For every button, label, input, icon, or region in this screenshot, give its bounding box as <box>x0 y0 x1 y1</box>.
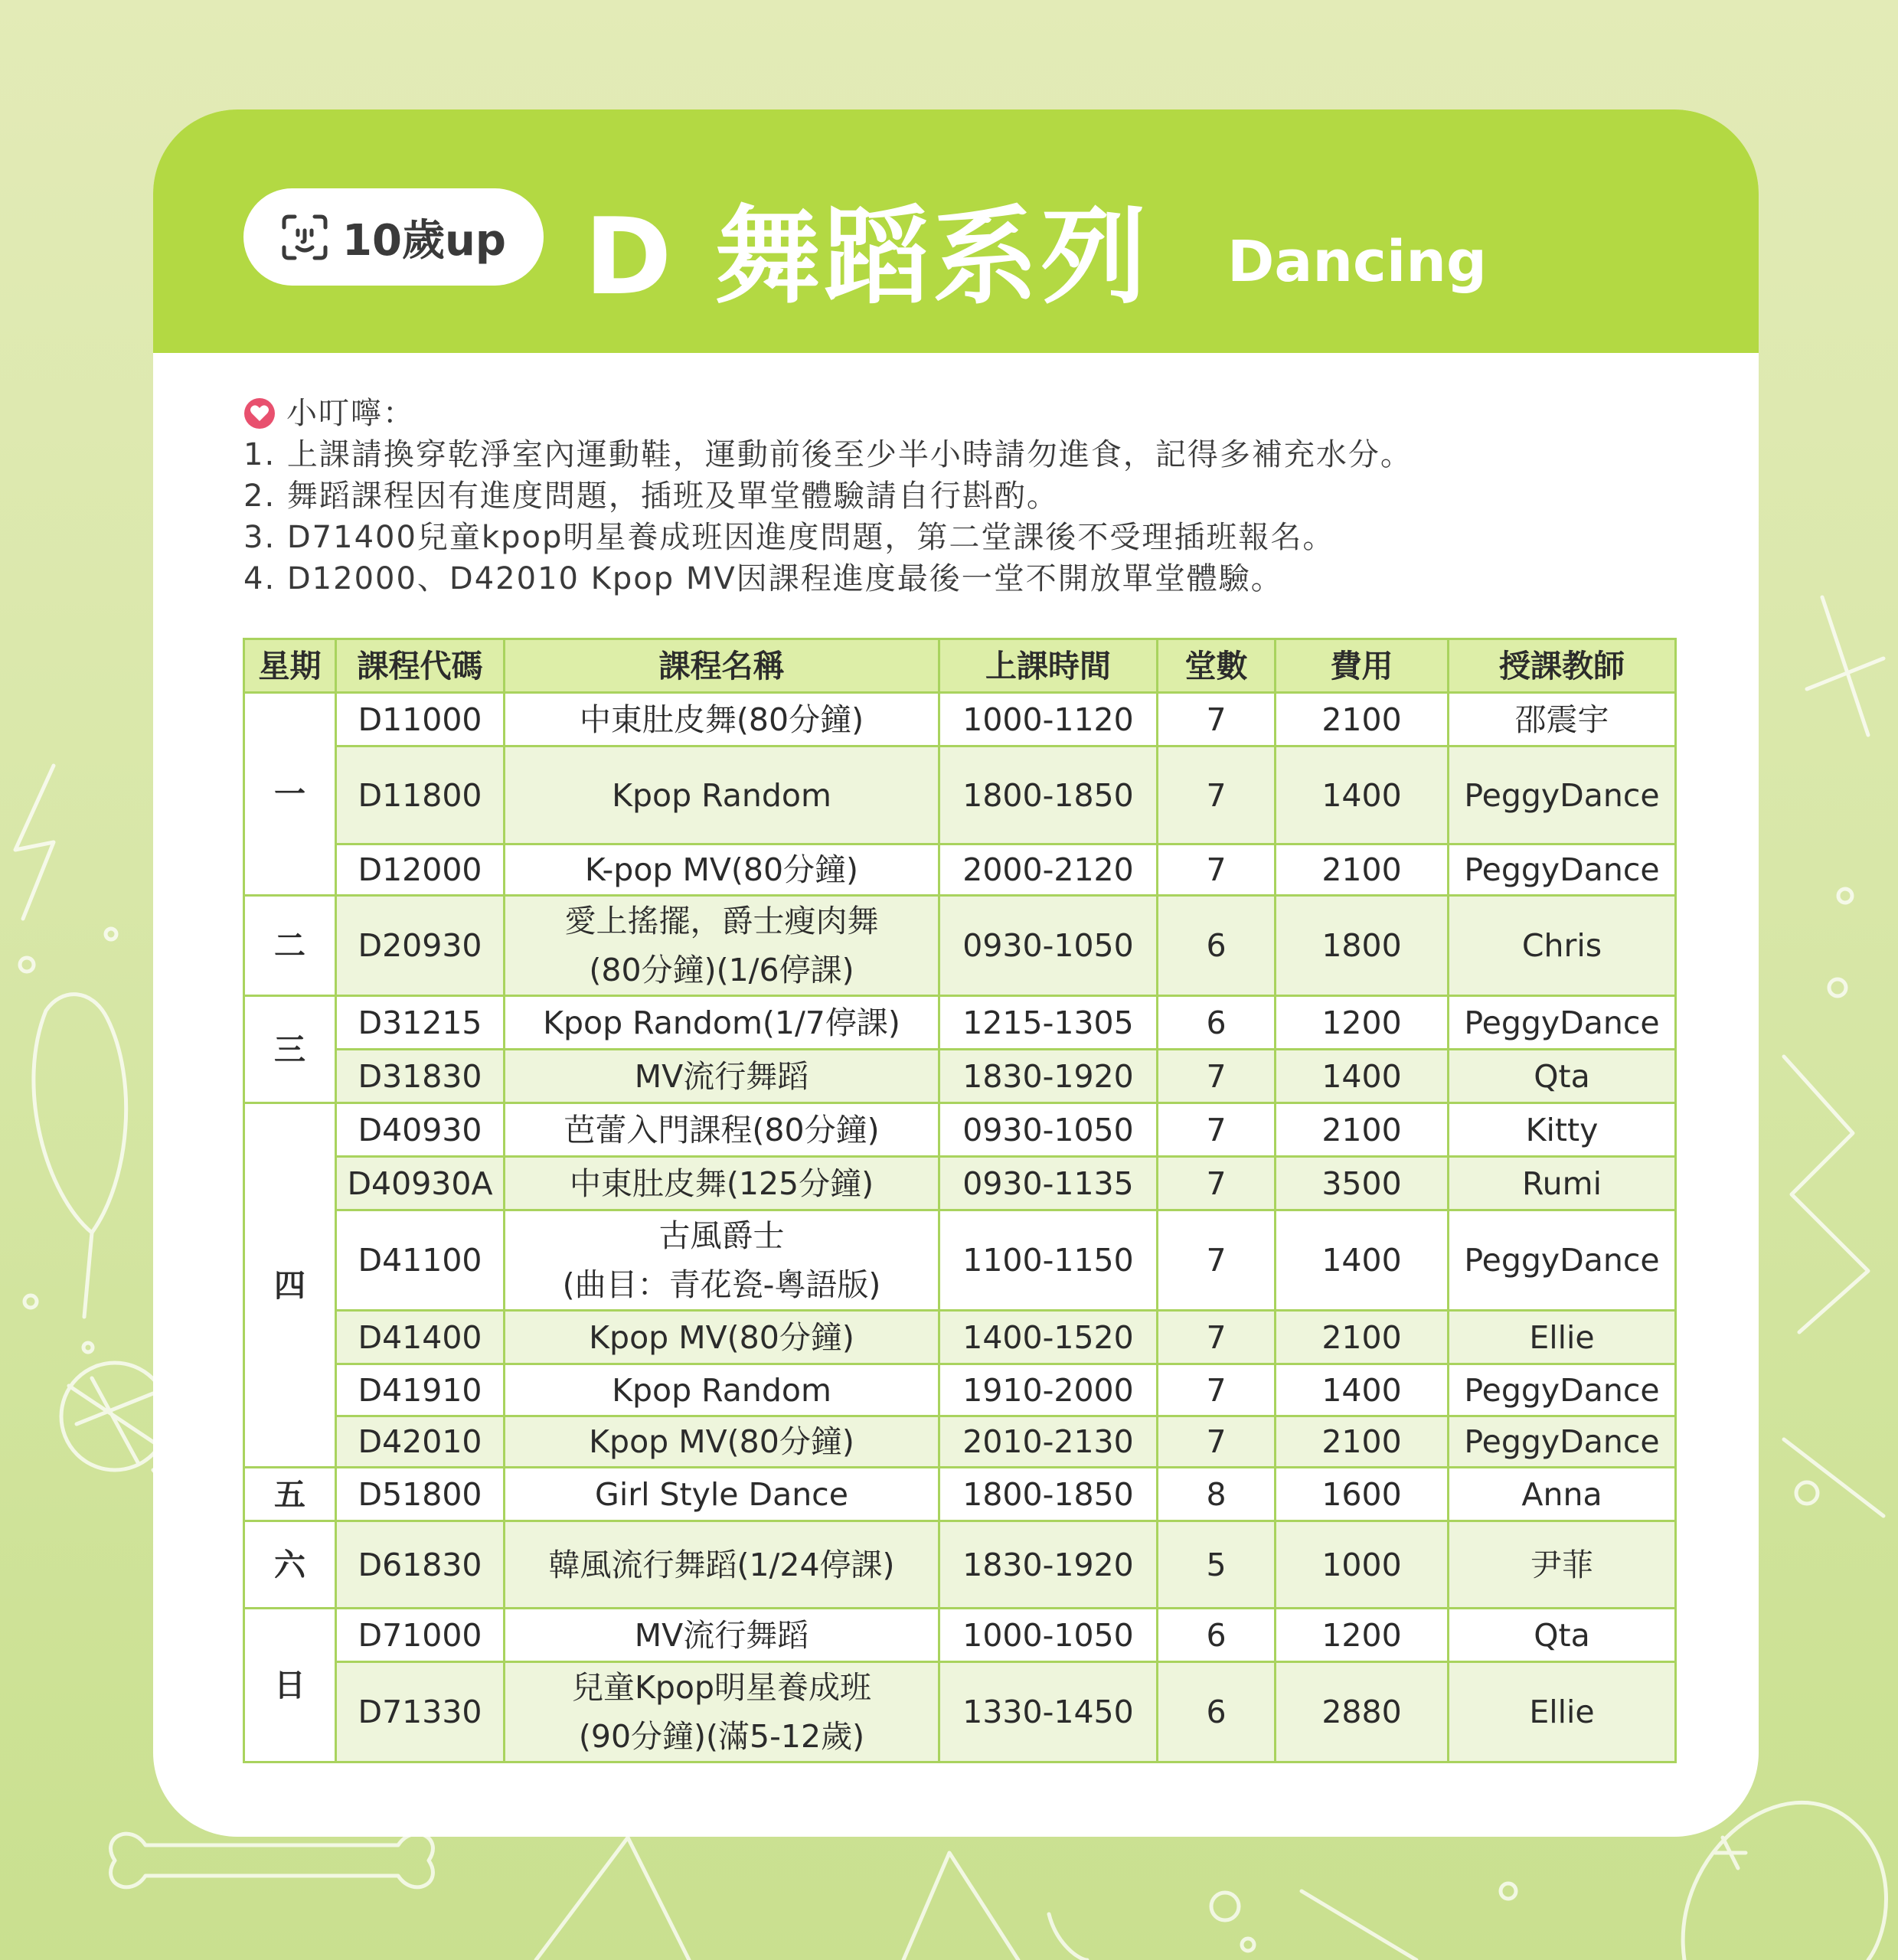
fee-cell: 1000 <box>1276 1521 1449 1609</box>
table-row <box>244 1311 1676 1364</box>
page-title: D 舞蹈系列 <box>584 195 1150 318</box>
face-icon <box>281 214 328 261</box>
sessions-cell: 7 <box>1158 1210 1276 1311</box>
time-cell: 1830-1920 <box>939 1521 1158 1609</box>
table-header-row <box>244 639 1676 693</box>
notes-header <box>243 393 1413 434</box>
fee-cell: 2100 <box>1276 1416 1449 1468</box>
course-name-cell: 韓風流行舞蹈(1/24停課) <box>505 1521 939 1609</box>
day-cell: 二 <box>244 896 336 996</box>
fee-cell: 1600 <box>1276 1468 1449 1521</box>
time-cell: 0930-1050 <box>939 896 1158 996</box>
sessions-cell: 7 <box>1158 844 1276 896</box>
col-header-teacher: 授課教師 <box>1449 639 1676 693</box>
table-row <box>244 1157 1676 1210</box>
course-name-cell: Kpop Random(1/7停課) <box>505 996 939 1050</box>
time-cell: 0930-1135 <box>939 1157 1158 1210</box>
notes-heading: 小叮嚀： <box>286 396 415 431</box>
day-cell: 日 <box>244 1609 336 1762</box>
teacher-cell: Qta <box>1449 1050 1676 1103</box>
table-row <box>244 693 1676 746</box>
col-header-name: 課程名稱 <box>505 639 939 693</box>
leaf-doodle <box>34 995 126 1233</box>
table-row <box>244 746 1676 844</box>
day-cell: 五 <box>244 1468 336 1521</box>
code-cell: D71330 <box>336 1662 505 1762</box>
bone-doodle <box>111 1834 433 1887</box>
sessions-cell: 6 <box>1158 896 1276 996</box>
table-row <box>244 1609 1676 1662</box>
course-name-cell: K-pop MV(80分鐘) <box>505 844 939 896</box>
teacher-cell: Chris <box>1449 896 1676 996</box>
sessions-cell: 7 <box>1158 746 1276 844</box>
time-cell: 1000-1050 <box>939 1609 1158 1662</box>
code-cell: D31215 <box>336 996 505 1050</box>
sessions-cell: 5 <box>1158 1521 1276 1609</box>
course-name-cell: MV流行舞蹈 <box>505 1050 939 1103</box>
code-cell: D42010 <box>336 1416 505 1468</box>
sessions-cell: 6 <box>1158 996 1276 1050</box>
teacher-cell: 邵震宇 <box>1449 693 1676 746</box>
page-subtitle: Dancing <box>1227 229 1487 295</box>
table-row <box>244 1468 1676 1521</box>
col-header-time: 上課時間 <box>939 639 1158 693</box>
teacher-cell: Ellie <box>1449 1662 1676 1762</box>
sessions-cell: 7 <box>1158 1311 1276 1364</box>
course-name-cell: 古風爵士 (曲目：青花瓷-粵語版) <box>505 1210 939 1311</box>
code-cell: D71000 <box>336 1609 505 1662</box>
teacher-cell: PeggyDance <box>1449 1210 1676 1311</box>
code-cell: D51800 <box>336 1468 505 1521</box>
course-name-cell: 愛上搖擺，爵士瘦肉舞 (80分鐘)(1/6停課) <box>505 896 939 996</box>
fee-cell: 1800 <box>1276 896 1449 996</box>
sessions-cell: 7 <box>1158 1416 1276 1468</box>
code-cell: D41100 <box>336 1210 505 1311</box>
table-row <box>244 1662 1676 1762</box>
note-item: 4. D12000、D42010 Kpop MV因課程進度最後一堂不開放單堂體驗。 <box>243 561 1283 596</box>
time-cell: 1830-1920 <box>939 1050 1158 1103</box>
course-name-cell: 兒童Kpop明星養成班 (90分鐘)(滿5-12歲) <box>505 1662 939 1762</box>
table-row <box>244 1103 1676 1157</box>
note-item: 3. D71400兒童kpop明星養成班因進度問題，第二堂課後不受理插班報名。 <box>243 520 1335 555</box>
time-cell: 2010-2130 <box>939 1416 1158 1468</box>
course-name-cell: 中東肚皮舞(125分鐘) <box>505 1157 939 1210</box>
course-name-cell: Kpop Random <box>505 746 939 844</box>
course-table <box>243 638 1677 1763</box>
course-name-cell: Kpop MV(80分鐘) <box>505 1416 939 1468</box>
table-row <box>244 1210 1676 1311</box>
code-cell: D61830 <box>336 1521 505 1609</box>
age-label: 10歲up <box>342 215 506 266</box>
day-cell: 三 <box>244 996 336 1103</box>
fee-cell: 1400 <box>1276 1364 1449 1416</box>
time-cell: 2000-2120 <box>939 844 1158 896</box>
notes-section <box>243 393 1413 599</box>
code-cell: D40930 <box>336 1103 505 1157</box>
table-row <box>244 1521 1676 1609</box>
teacher-cell: 尹菲 <box>1449 1521 1676 1609</box>
fee-cell: 2100 <box>1276 693 1449 746</box>
teacher-cell: Anna <box>1449 1468 1676 1521</box>
fee-cell: 2100 <box>1276 1311 1449 1364</box>
teacher-cell: Kitty <box>1449 1103 1676 1157</box>
sessions-cell: 7 <box>1158 693 1276 746</box>
teacher-cell: PeggyDance <box>1449 844 1676 896</box>
table-row <box>244 896 1676 996</box>
sessions-cell: 7 <box>1158 1103 1276 1157</box>
time-cell: 1000-1120 <box>939 693 1158 746</box>
teacher-cell: Rumi <box>1449 1157 1676 1210</box>
heart-icon <box>243 397 276 430</box>
course-name-cell: 中東肚皮舞(80分鐘) <box>505 693 939 746</box>
code-cell: D31830 <box>336 1050 505 1103</box>
teacher-cell: PeggyDance <box>1449 1364 1676 1416</box>
col-header-day: 星期 <box>244 639 336 693</box>
sparkle-doodle <box>1807 597 1883 735</box>
time-cell: 1330-1450 <box>939 1662 1158 1762</box>
time-cell: 1400-1520 <box>939 1311 1158 1364</box>
schedule-card <box>153 109 1759 1837</box>
col-header-sessions: 堂數 <box>1158 639 1276 693</box>
fee-cell: 2100 <box>1276 844 1449 896</box>
time-cell: 0930-1050 <box>939 1103 1158 1157</box>
age-badge <box>243 188 544 286</box>
note-item: 2. 舞蹈課程因有進度問題，插班及單堂體驗請自行斟酌。 <box>243 479 1059 514</box>
title-banner <box>153 109 1759 353</box>
time-cell: 1800-1850 <box>939 1468 1158 1521</box>
code-cell: D41910 <box>336 1364 505 1416</box>
fee-cell: 1400 <box>1276 1210 1449 1311</box>
teacher-cell: PeggyDance <box>1449 746 1676 844</box>
course-name-cell: Girl Style Dance <box>505 1468 939 1521</box>
course-name-cell: Kpop MV(80分鐘) <box>505 1311 939 1364</box>
fee-cell: 1200 <box>1276 996 1449 1050</box>
code-cell: D11000 <box>336 693 505 746</box>
sessions-cell: 7 <box>1158 1050 1276 1103</box>
table-row <box>244 1050 1676 1103</box>
fee-cell: 2880 <box>1276 1662 1449 1762</box>
teacher-cell: Ellie <box>1449 1311 1676 1364</box>
course-name-cell: Kpop Random <box>505 1364 939 1416</box>
teacher-cell: PeggyDance <box>1449 996 1676 1050</box>
fee-cell: 1200 <box>1276 1609 1449 1662</box>
table-row <box>244 1364 1676 1416</box>
time-cell: 1215-1305 <box>939 996 1158 1050</box>
code-cell: D20930 <box>336 896 505 996</box>
teacher-cell: PeggyDance <box>1449 1416 1676 1468</box>
teacher-cell: Qta <box>1449 1609 1676 1662</box>
day-cell: 四 <box>244 1103 336 1468</box>
fee-cell: 1400 <box>1276 1050 1449 1103</box>
fee-cell: 2100 <box>1276 1103 1449 1157</box>
code-cell: D41400 <box>336 1311 505 1364</box>
col-header-fee: 費用 <box>1276 639 1449 693</box>
table-row <box>244 996 1676 1050</box>
sessions-cell: 7 <box>1158 1364 1276 1416</box>
table-row <box>244 844 1676 896</box>
time-cell: 1910-2000 <box>939 1364 1158 1416</box>
col-header-code: 課程代碼 <box>336 639 505 693</box>
time-cell: 1100-1150 <box>939 1210 1158 1311</box>
course-name-cell: MV流行舞蹈 <box>505 1609 939 1662</box>
sessions-cell: 8 <box>1158 1468 1276 1521</box>
code-cell: D11800 <box>336 746 505 844</box>
fee-cell: 3500 <box>1276 1157 1449 1210</box>
day-cell: 六 <box>244 1521 336 1609</box>
zigzag-doodle <box>1784 1057 1868 1332</box>
sessions-cell: 7 <box>1158 1157 1276 1210</box>
day-cell: 一 <box>244 693 336 896</box>
sessions-cell: 6 <box>1158 1662 1276 1762</box>
course-name-cell: 芭蕾入門課程(80分鐘) <box>505 1103 939 1157</box>
fee-cell: 1400 <box>1276 746 1449 844</box>
code-cell: D40930A <box>336 1157 505 1210</box>
table-row <box>244 1416 1676 1468</box>
sessions-cell: 6 <box>1158 1609 1276 1662</box>
time-cell: 1800-1850 <box>939 746 1158 844</box>
note-item: 1. 上課請換穿乾淨室內運動鞋，運動前後至少半小時請勿進食，記得多補充水分。 <box>243 437 1413 472</box>
bolt-doodle <box>15 766 54 919</box>
code-cell: D12000 <box>336 844 505 896</box>
